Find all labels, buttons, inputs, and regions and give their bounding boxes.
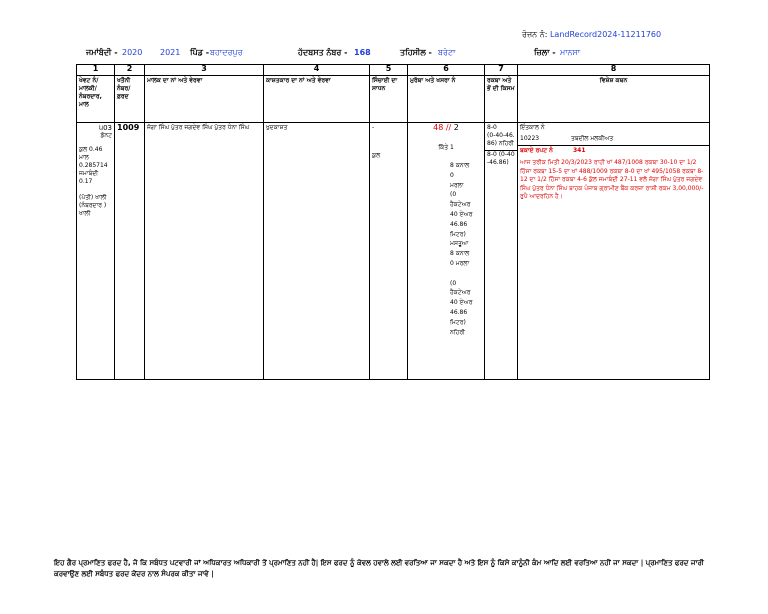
khasra-cell: [408, 123, 485, 380]
khali-note: ਖਾਲੀ: [79, 210, 91, 217]
district-label: ਜ਼ਿਲਾ -: [534, 48, 556, 57]
jamabandi-label: ਜਮਾਂਬੰਦੀ -: [86, 48, 118, 57]
area-line: 8 ਕਨਾਲ: [450, 250, 470, 258]
col-header: ਮਾਲਕ ਦਾ ਨਾਂ ਅਤੇ ਵੇਰਵਾ: [145, 76, 264, 123]
year-end: 2021: [160, 48, 181, 57]
area-line: ਹੈਕਟੇਅਰ: [450, 201, 471, 209]
hadbast-label: ਹੱਦਬਸਤ ਨੰਬਰ -: [298, 48, 348, 57]
col-number: 3: [145, 65, 264, 76]
murabba-number: 48: [433, 123, 444, 132]
col-number: 5: [370, 65, 408, 76]
rapat-number: 341: [573, 147, 586, 154]
land-record-table: [76, 64, 710, 380]
footer-disclaimer: ਇਹ ਗੈਰ ਪ੍ਰਮਾਣਿਤ ਫਰਦ ਹੈ, ਜੋ ਕਿ ਸਬੰਧਤ ਪਟਵਾਰੀ ਜਾਂ ਅਧਿਕਾਰਤ ਅਧਿਕਾਰੀ ਤੋਂ ਪ੍ਰਮਾਣਿਤ ਨਹੀਂ ਹੈ| ਇਸ ਫਰਦ ਨੂੰ ਕੇਵਲ ਹਵਾਲੇ ਲਈ ਵਰਤਿਆ ਜਾ ਸਕਦਾ ਹੈ ਅਤੇ ਇਸ ਨੂੰ ਕਿਸੇ ਕਾਨੂੰਨੀ ਕੰਮ ਆਦਿ ਲਈ ਵਰਤਿਆ ਨਹੀਂ ਜਾ ਸਕਦਾ | ਪ੍ਰਮਾਣਿਤ ਫਰਦ ਜਾਰੀ ਕਰਵਾਉਣ ਲਈ ਸਬੰਧਤ ਫਰਦ ਕੇਂਦਰ ਨਾਲ ਸੰਪਰਕ ਕੀਤਾ ਜਾਵੇ |: [54, 559, 704, 578]
numberdar-note: (ਨੰਬਰਦਾਰ ): [79, 202, 107, 209]
col-header: ਵਿਸ਼ੇਸ਼ ਕਥਨ: [518, 76, 710, 123]
area-line: ਮਸਤੂਆ: [450, 240, 469, 248]
area-value: 8-0: [487, 124, 497, 131]
record-id-line: [522, 30, 661, 40]
area-line: 0 ਮਰਲਾ: [450, 259, 470, 267]
maal-value: 0.285714: [79, 162, 108, 169]
khewat-cell: [77, 123, 115, 380]
khasra-number: 2: [453, 123, 459, 132]
cultivator-cell: [264, 123, 370, 380]
remarks-cell: [518, 123, 710, 380]
owner-name: ਜੋਗਾ ਸਿੰਘ ਪੁੱਤਰ ਜਗਦੇਵ ਸਿੰਘ ਪੁੱਤਰ ਧੰਨਾ ਸਿੰਘ: [147, 124, 250, 131]
col-header: ਮੁਰੱਬਾ ਅਤੇ ਖਸਰਾ ਨੰ: [408, 76, 485, 123]
area-total: 8-0 (0-40: [487, 151, 515, 158]
col-header: ਖਤੌਨੀ ਨੰਬਰ/ ਫ਼ਰਦ: [115, 76, 145, 123]
murabba-separator: //: [445, 123, 452, 132]
remark-text: ਆਜ ਤਰੀਕ ਮਿਤੀ 20/3/2023 ਰਾਹੀ ਖਾਂ 487/1008 ਰਕਬਾ 30-10 ਦਾ 1/2 ਹਿੱਸਾ ਰਕਬਾ 15-5 ਦਾ ਖਾਂ 488/1009 ਰਕਬਾ 8-0 ਦਾ ਖਾਂ 495/1058 ਰਕਬਾ 8-12 ਦਾ 1/2 ਹਿੱਸਾ ਰਕਬਾ 4-6 ਕੁੱਲ ਜਮਾਬੰਦੀ 27-11 ਵਲੋ ਜੋਗਾ ਸਿੰਘ ਪੁੱਤਰ ਜਗਦੇਵ ਸਿੰਘ ਪੁੱਤਰ ਧੰਨਾ ਸਿੰਘ ਬਾਹਕ ਪੰਜਾਬ ਗ੍ਰਾਮੀਣ ਬੈਂਕ ਕਰਜ਼ਾ ਰਾਸ਼ੀ ਰਕਮ 3,00,000/- ਰੁਪੈ ਆਦਰਹਿਨ ਹੈ।: [520, 159, 704, 200]
area-line: 8 ਕਨਾਲ: [450, 162, 470, 169]
khewat-sub: ਡੋਨਟ: [100, 132, 112, 139]
tehsil-name: ਬਰੇਟਾ: [438, 48, 456, 57]
record-label: ਰੋਜ਼ਨ ਨੰ:: [522, 30, 548, 39]
area-line: ਹੈਕਟੇਅਰ: [450, 289, 471, 297]
column-number-row: [77, 65, 710, 76]
area-line: 46.86: [450, 220, 468, 228]
area-line: [450, 270, 482, 280]
header-line: [86, 48, 686, 60]
area-line: ਨਹਿਰੀ: [450, 328, 465, 336]
jamabandi-share: ਜਮਾਬੰਦੀ 0.17: [79, 170, 99, 185]
area-value-metric: (0-40-46.: [487, 132, 515, 139]
area-total-metric: -46.86): [487, 159, 509, 166]
col-number: 1: [77, 65, 115, 76]
village-label: ਪਿੰਡ -: [190, 48, 210, 57]
kul-share: ਕੁਲ 0.46: [79, 146, 103, 153]
tehsil-label: ਤਹਿਸੀਲ -: [400, 48, 432, 57]
col-number: 8: [518, 65, 710, 76]
khatauni-cell: [115, 123, 145, 380]
area-line: 46.86: [450, 308, 468, 316]
village-name: ਬਹਾਦਰਪੁਰ: [210, 48, 243, 57]
kitte-label: ਕਿੱਤੇ: [438, 144, 449, 151]
col-header: ਕਾਸ਼ਤਕਾਰ ਦਾ ਨਾਂ ਅਤੇ ਵੇਰਵਾ: [264, 76, 370, 123]
col-number: 6: [408, 65, 485, 76]
district-name: ਮਾਨਸਾ: [560, 48, 581, 57]
year-start: 2020: [122, 48, 143, 57]
area-line: (0: [450, 279, 457, 287]
area-breakdown: [410, 162, 482, 338]
col-header: ਖੇਵਟ ਨੰ/ ਮਾਲਕੀ/ ਨੰਬਰਦਾਰ, ਮਾਲ: [77, 76, 115, 123]
cultivator-name: ਖੁਦਕਾਸ਼ਤ: [266, 124, 288, 131]
area-line: ਮਰਲਾ: [450, 181, 464, 189]
area-cell: [485, 123, 518, 380]
column-header-row: [77, 76, 710, 123]
patti-note: (ਪੱਤੀ) ਖਾਲੀ: [79, 194, 107, 201]
maal-label: ਮਾਲ: [79, 154, 89, 161]
kitte-count: 1: [449, 144, 454, 151]
col-number: 7: [485, 65, 518, 76]
intkal-type: ਤਬਦੀਲ ਮਲਕੀਅਤ: [571, 135, 614, 142]
irrigation-kul: ਕੁਲ: [372, 152, 381, 159]
record-id: LandRecord2024-11211760: [549, 30, 662, 39]
hadbast-number: 168: [354, 48, 371, 57]
col-header: ਸਿੰਚਾਈ ਦਾ ਸਾਧਨ: [370, 76, 408, 123]
owner-cell: [145, 123, 264, 380]
area-line: 40 ਏਅਰ: [450, 210, 473, 218]
irrigation-cell: [370, 123, 408, 380]
intkal-label: ਇੰਤਕਾਲ ਨੰ: [520, 124, 545, 131]
area-value-type: 86) ਨਹਿਰੀ: [487, 140, 514, 147]
khatauni-number: 1009: [117, 123, 140, 132]
khewat-number: ੫03: [98, 124, 112, 132]
col-header: ਰਕਬਾ ਅਤੇ ਭੋਂ ਦੀ ਕਿਸਮ: [485, 76, 518, 123]
area-line: ਮਿਟਰ): [450, 318, 466, 326]
area-line: ਮਿਟਰ): [450, 230, 466, 238]
col-number: 2: [115, 65, 145, 76]
col-number: 4: [264, 65, 370, 76]
intkal-number: 10223: [520, 135, 540, 142]
area-line: 0: [450, 171, 454, 179]
area-line: 40 ਏਅਰ: [450, 299, 473, 307]
area-line: (0: [450, 191, 457, 199]
irrigation-dash: -: [372, 124, 375, 131]
rapat-label: ਬਕਾਏ ਰਪਟ ਨੰ: [520, 147, 553, 154]
table-row: [77, 123, 710, 380]
